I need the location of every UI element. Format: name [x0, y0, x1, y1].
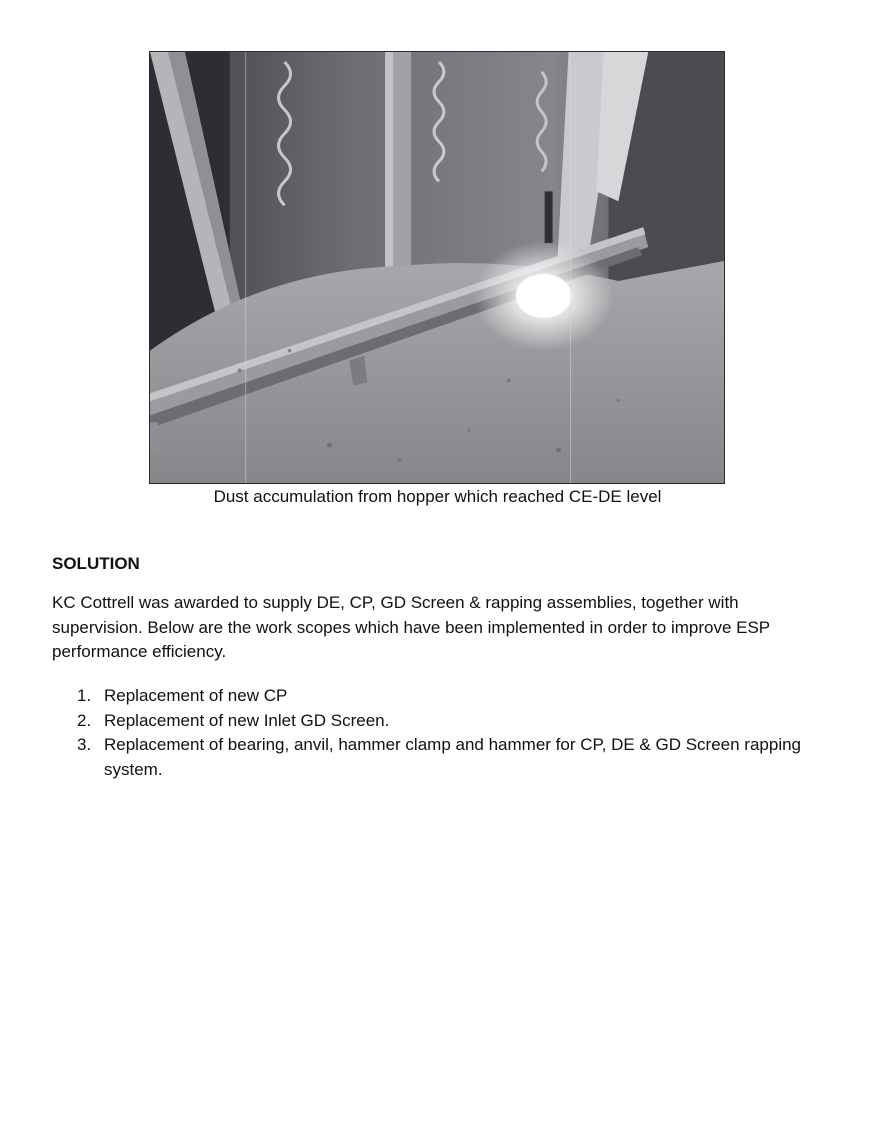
list-item-text: Replacement of bearing, anvil, hammer clamp and hammer for CP, DE & GD Screen rapping system.	[104, 735, 802, 779]
solution-paragraph: KC Cottrell was awarded to supply DE, CP, GD Screen & rapping assemblies, together with supervision. Below are the work scopes which have been implemented in order to improve ESP performance efficiency.	[52, 593, 770, 661]
work-scope-list	[52, 684, 812, 782]
list-item	[52, 733, 812, 782]
list-item	[52, 709, 812, 734]
list-item-number: 3.	[77, 735, 92, 754]
photo-caption: Dust accumulation from hopper which reached CE-DE level	[213, 487, 662, 506]
list-item-text: Replacement of new CP	[104, 686, 288, 705]
solution-heading: SOLUTION	[52, 554, 140, 573]
dust-accumulation-photo	[149, 51, 725, 484]
list-item-text: Replacement of new Inlet GD Screen.	[104, 710, 390, 730]
list-item	[52, 684, 812, 709]
list-item-number: 1.	[77, 686, 92, 705]
list-item-number: 2.	[77, 710, 92, 730]
